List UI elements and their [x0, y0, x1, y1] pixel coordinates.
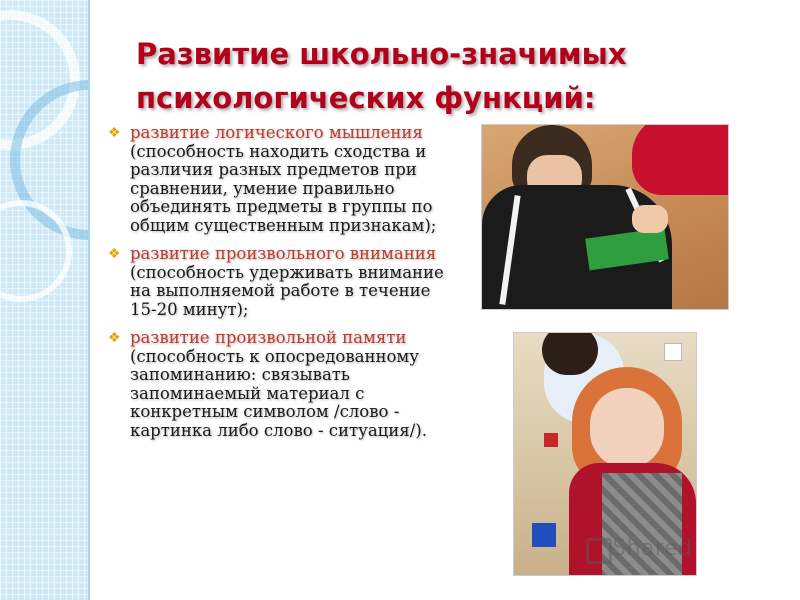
bullet-list — [108, 124, 448, 450]
bullet-highlight: развитие произвольного внимания — [130, 244, 437, 263]
bullet-item-voluntary-attention — [108, 245, 448, 319]
bullet-text: (способность удерживать внимание на выполняемой работе в течение 15-20 минут); — [130, 262, 444, 319]
bullet-item-voluntary-memory — [108, 329, 448, 440]
bullet-text: (способность находить сходства и различия разных предметов при сравнении, умение правильно объединять предметы в группы по общим существенным признакам); — [130, 141, 437, 235]
presentation-icon — [586, 538, 612, 564]
diamond-bullet-icon: ❖ — [108, 125, 121, 141]
decorative-side-strip — [0, 0, 90, 600]
watermark-text: Shared — [612, 536, 693, 561]
slide-title: Развитие школьно-значимых психологических функций: — [136, 37, 627, 115]
bullet-highlight: развитие логического мышления — [130, 123, 423, 142]
bullet-text: (способность к опосредованному запоминанию: связывать запоминаемый материал с конкретным символом /слово - картинка либо слово - ситуация/). — [130, 346, 427, 440]
photo-boy-with-paper — [481, 124, 729, 310]
diamond-bullet-icon: ❖ — [108, 330, 121, 346]
watermark — [612, 536, 692, 561]
bullet-highlight: развитие произвольной памяти — [130, 328, 407, 347]
bullet-item-logical-thinking — [108, 124, 448, 235]
diamond-bullet-icon: ❖ — [108, 246, 121, 262]
